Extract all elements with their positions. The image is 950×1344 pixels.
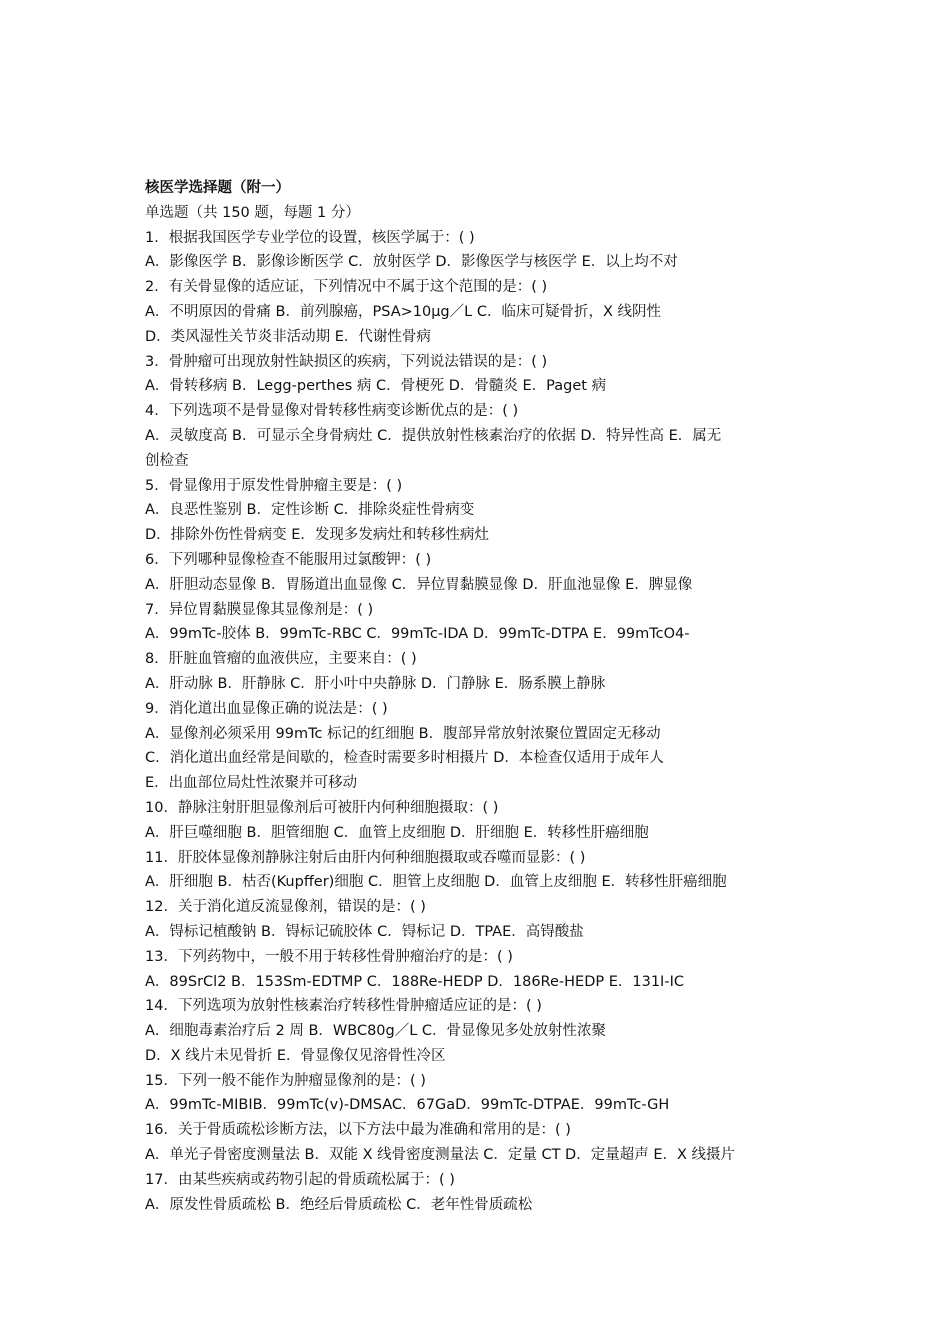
text-line: 5．骨显像用于原发性骨肿瘤主要是：( ): [145, 477, 403, 494]
text-line: A．99mTc-胶体 B．99mTc-RBC C．99mTc-IDA D．99mTc-DTPA E．99mTcO4-: [145, 626, 690, 643]
text-line: 11．肝胶体显像剂静脉注射后由肝内何种细胞摄取或吞噬而显影：( ): [145, 849, 586, 866]
text-line: E．出血部位局灶性浓聚并可移动: [145, 775, 358, 792]
document-subtitle: 单选题（共 150 题，每题 1 分）: [145, 204, 360, 221]
text-line: 9．消化道出血显像正确的说法是：( ): [145, 700, 388, 717]
text-line: 6．下列哪种显像检查不能服用过氯酸钾：( ): [145, 551, 432, 568]
text-line: D．类风湿性关节炎非活动期 E．代谢性骨病: [145, 328, 431, 345]
text-line: 12．关于消化道反流显像剂，错误的是：( ): [145, 899, 426, 916]
text-line: A．灵敏度高 B．可显示全身骨病灶 C．提供放射性核素治疗的依据 D．特异性高 E．属无: [145, 427, 722, 444]
text-line: A．肝胆动态显像 B．胃肠道出血显像 C．异位胃黏膜显像 D．肝血池显像 E．脾显像: [145, 576, 693, 593]
text-line: A．99mTc-MIBIB．99mTc(v)-DMSAC．67GaD．99mTc-DTPAE．99mTc-GH: [145, 1097, 670, 1114]
text-line: 16．关于骨质疏松诊断方法，以下方法中最为准确和常用的是：( ): [145, 1122, 571, 1139]
text-line: 3．骨肿瘤可出现放射性缺损区的疾病，下列说法错误的是：( ): [145, 353, 548, 370]
text-line: 1．根据我国医学专业学位的设置，核医学属于：( ): [145, 229, 475, 246]
text-line: 14．下列选项为放射性核素治疗转移性骨肿瘤适应证的是：( ): [145, 998, 542, 1015]
text-line: A．影像医学 B．影像诊断医学 C．放射医学 D．影像医学与核医学 E．以上均不对: [145, 254, 678, 271]
text-line: A．原发性骨质疏松 B．绝经后骨质疏松 C．老年性骨质疏松: [145, 1196, 533, 1213]
text-line: D．X 线片未见骨折 E．骨显像仅见溶骨性冷区: [145, 1047, 446, 1064]
text-line: 17．由某些疾病或药物引起的骨质疏松属于：( ): [145, 1171, 455, 1188]
text-line: A．锝标记植酸钠 B．锝标记硫胶体 C．锝标记 D．TPAE．高锝酸盐: [145, 923, 584, 940]
text-line: A．肝巨噬细胞 B．胆管细胞 C．血管上皮细胞 D．肝细胞 E．转移性肝癌细胞: [145, 824, 649, 841]
text-line: A．单光子骨密度测量法 B．双能 X 线骨密度测量法 C．定量 CT D．定量超声 E．X 线摄片: [145, 1147, 736, 1164]
text-line: A．肝细胞 B．枯否(Kupffer)细胞 C．胆管上皮细胞 D．血管上皮细胞 E．转移性肝癌细胞: [145, 874, 727, 891]
text-line: 13．下列药物中，一般不用于转移性骨肿瘤治疗的是：( ): [145, 948, 513, 965]
text-line: 2．有关骨显像的适应证，下列情况中不属于这个范围的是：( ): [145, 279, 548, 296]
text-line: A．良恶性鉴别 B．定性诊断 C．排除炎症性骨病变: [145, 502, 475, 519]
text-line: A．细胞毒素治疗后 2 周 B．WBC80g／L C．骨显像见多处放射性浓聚: [145, 1023, 607, 1040]
text-line: C．消化道出血经常是间歇的，检查时需要多时相摄片 D．本检查仅适用于成年人: [145, 750, 664, 767]
text-line: 4．下列选项不是骨显像对骨转移性病变诊断优点的是：( ): [145, 403, 519, 420]
document-page: [145, 176, 825, 1217]
text-line: A．骨转移病 B．Legg-perthes 病 C．骨梗死 D．骨髓炎 E．Paget 病: [145, 378, 607, 395]
text-line: A．肝动脉 B．肝静脉 C．肝小叶中央静脉 D．门静脉 E．肠系膜上静脉: [145, 675, 606, 692]
text-line: A．不明原因的骨痛 B．前列腺癌，PSA>10μg／L C．临床可疑骨折，X 线阴性: [145, 303, 661, 320]
text-line: 15．下列一般不能作为肿瘤显像剂的是：( ): [145, 1072, 426, 1089]
document-title: 核医学选择题（附一）: [145, 180, 290, 196]
text-line: D．排除外伤性骨病变 E．发现多发病灶和转移性病灶: [145, 527, 489, 544]
text-line: A．89SrCl2 B．153Sm-EDTMP C．188Re-HEDP D．186Re-HEDP E．131I-IC: [145, 973, 684, 990]
text-line: 10．静脉注射肝胆显像剂后可被肝内何种细胞摄取：( ): [145, 799, 499, 816]
question-list: [145, 226, 825, 1218]
text-line: 创检查: [145, 452, 189, 469]
text-line: 8．肝脏血管瘤的血液供应，主要来自：( ): [145, 651, 417, 668]
text-line: 7．异位胃黏膜显像其显像剂是：( ): [145, 601, 374, 618]
text-line: A．显像剂必须采用 99mTc 标记的红细胞 B．腹部异常放射浓聚位置固定无移动: [145, 725, 661, 742]
